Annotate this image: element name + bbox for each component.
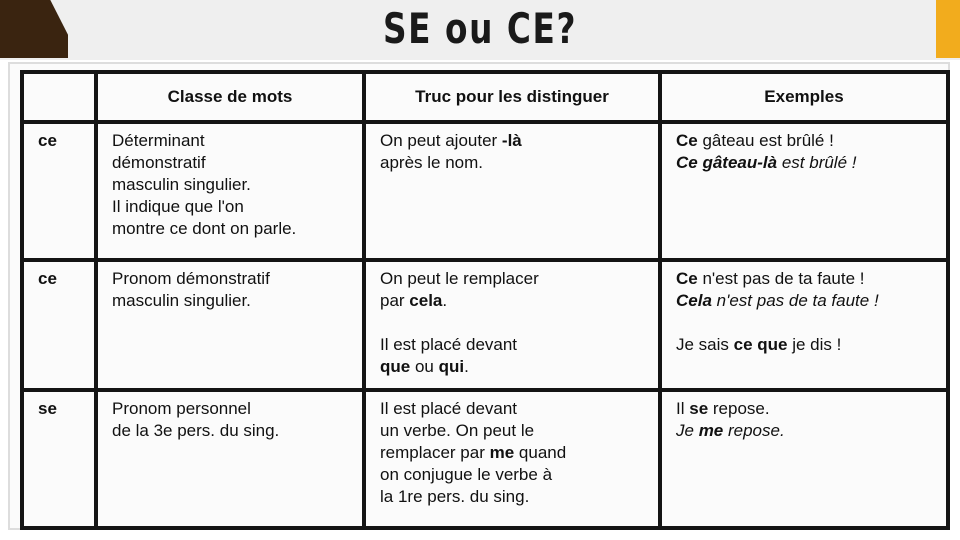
truc-line: On peut le remplacer: [380, 269, 539, 288]
example-line: Cela n'est pas de ta faute !: [676, 291, 879, 310]
word-cell: ce: [22, 260, 96, 390]
truc-line: Il est placé devant: [380, 335, 518, 354]
example-line: Je sais ce que je dis !: [676, 335, 842, 354]
truc-cell: [364, 390, 660, 528]
truc-line: la 1re pers. du sing.: [380, 487, 530, 506]
header-empty: [22, 72, 96, 122]
header-truc: Truc pour les distinguer: [364, 72, 660, 122]
word-cell: se: [22, 390, 96, 528]
classe-line: Pronom démonstratif: [112, 269, 270, 288]
corner-decoration-gold: [936, 0, 960, 58]
header-classe: Classe de mots: [96, 72, 364, 122]
truc-cell: [364, 122, 660, 260]
truc-line: On peut ajouter -là: [380, 131, 522, 150]
classe-line: Il indique que l'on: [112, 197, 244, 216]
example-line: Ce gâteau-là est brûlé !: [676, 153, 857, 172]
truc-line: remplacer par me quand: [380, 443, 567, 462]
classe-line: masculin singulier.: [112, 291, 251, 310]
table-header-row: [22, 72, 948, 122]
classe-cell: [96, 260, 364, 390]
word-cell: ce: [22, 122, 96, 260]
truc-line: que ou qui.: [380, 357, 469, 376]
classe-line: Déterminant: [112, 131, 205, 150]
example-line: Ce gâteau est brûlé !: [676, 131, 834, 150]
table-row: [22, 260, 948, 390]
truc-line: on conjugue le verbe à: [380, 465, 553, 484]
classe-line: masculin singulier.: [112, 175, 251, 194]
exemples-cell: [660, 260, 948, 390]
truc-line: par cela.: [380, 291, 448, 310]
classe-line: de la 3e pers. du sing.: [112, 421, 280, 440]
example-line: Je me repose.: [676, 421, 785, 440]
classe-cell: [96, 390, 364, 528]
grammar-table: [20, 70, 950, 530]
classe-line: démonstratif: [112, 153, 206, 172]
table-row: [22, 122, 948, 260]
example-line: Ce n'est pas de ta faute !: [676, 269, 865, 288]
header-exemples: Exemples: [660, 72, 948, 122]
exemples-cell: [660, 122, 948, 260]
slide-title: SE ou CE?: [382, 4, 578, 53]
truc-line: Il est placé devant: [380, 399, 518, 418]
example-line: Il se repose.: [676, 399, 770, 418]
truc-line: un verbe. On peut le: [380, 421, 535, 440]
classe-cell: [96, 122, 364, 260]
truc-cell: [364, 260, 660, 390]
classe-line: Pronom personnel: [112, 399, 251, 418]
truc-line: après le nom.: [380, 153, 483, 172]
exemples-cell: [660, 390, 948, 528]
table-row: [22, 390, 948, 528]
classe-line: montre ce dont on parle.: [112, 219, 297, 238]
